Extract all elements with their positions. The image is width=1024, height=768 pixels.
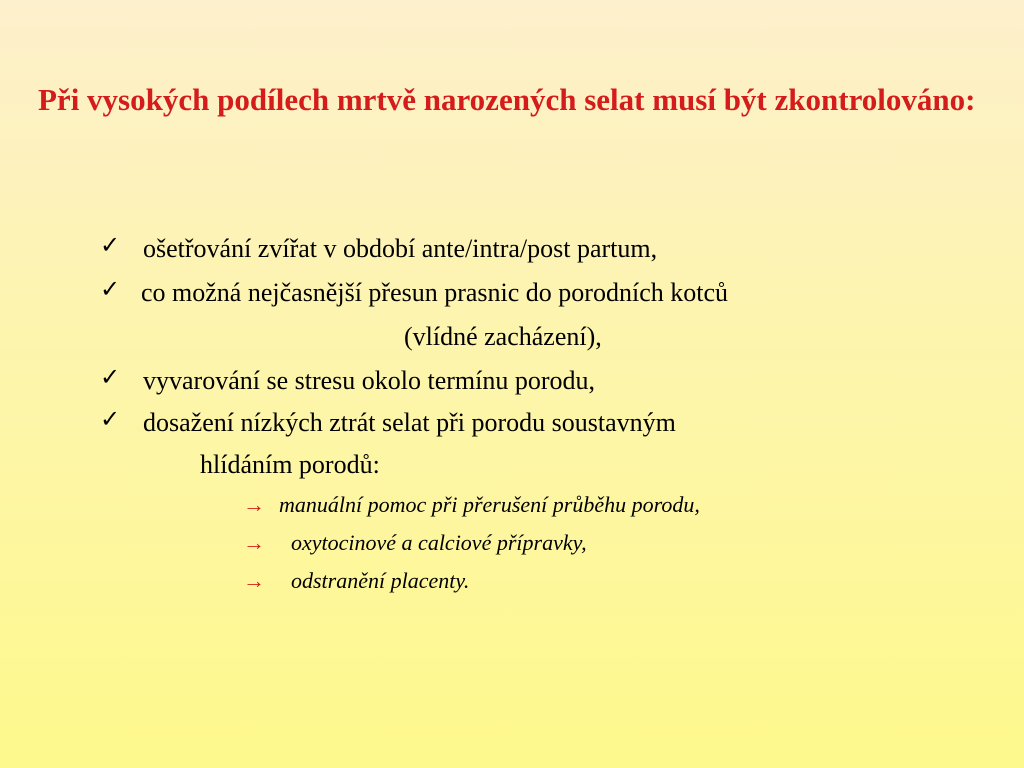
checklist-item-text: dosažení nízkých ztrát selat při porodu soustavným <box>143 408 676 437</box>
sub-list-item-text: odstranění placenty. <box>291 568 470 593</box>
check-mark-icon: ✓ <box>100 407 121 433</box>
checklist-item-continuation: (vlídné zacházení), <box>404 322 602 351</box>
sub-list-item-text: oxytocinové a calciové přípravky, <box>291 530 587 555</box>
checklist-item-text: co možná nejčasnější přesun prasnic do porodních kotců <box>141 278 728 307</box>
check-mark-icon: ✓ <box>100 233 121 259</box>
right-arrow-icon: → <box>243 530 265 555</box>
checklist-item-continuation: hlídáním porodů: <box>200 450 380 479</box>
check-mark-icon: ✓ <box>100 277 121 303</box>
right-arrow-icon: → <box>243 568 265 593</box>
check-mark-icon: ✓ <box>100 365 121 391</box>
sub-list-item <box>243 488 700 522</box>
sub-list-item-text: manuální pomoc při přerušení průběhu porodu, <box>279 492 700 517</box>
slide-title: Při vysokých podílech mrtvě narozených selat musí být zkontrolováno: <box>38 82 976 117</box>
sub-list-item <box>243 564 469 598</box>
checklist-item-text: ošetřování zvířat v období ante/intra/post partum, <box>143 234 658 263</box>
sub-list-item <box>243 526 587 560</box>
right-arrow-icon: → <box>243 492 265 517</box>
checklist-item-text: vyvarování se stresu okolo termínu porodu, <box>143 366 596 395</box>
